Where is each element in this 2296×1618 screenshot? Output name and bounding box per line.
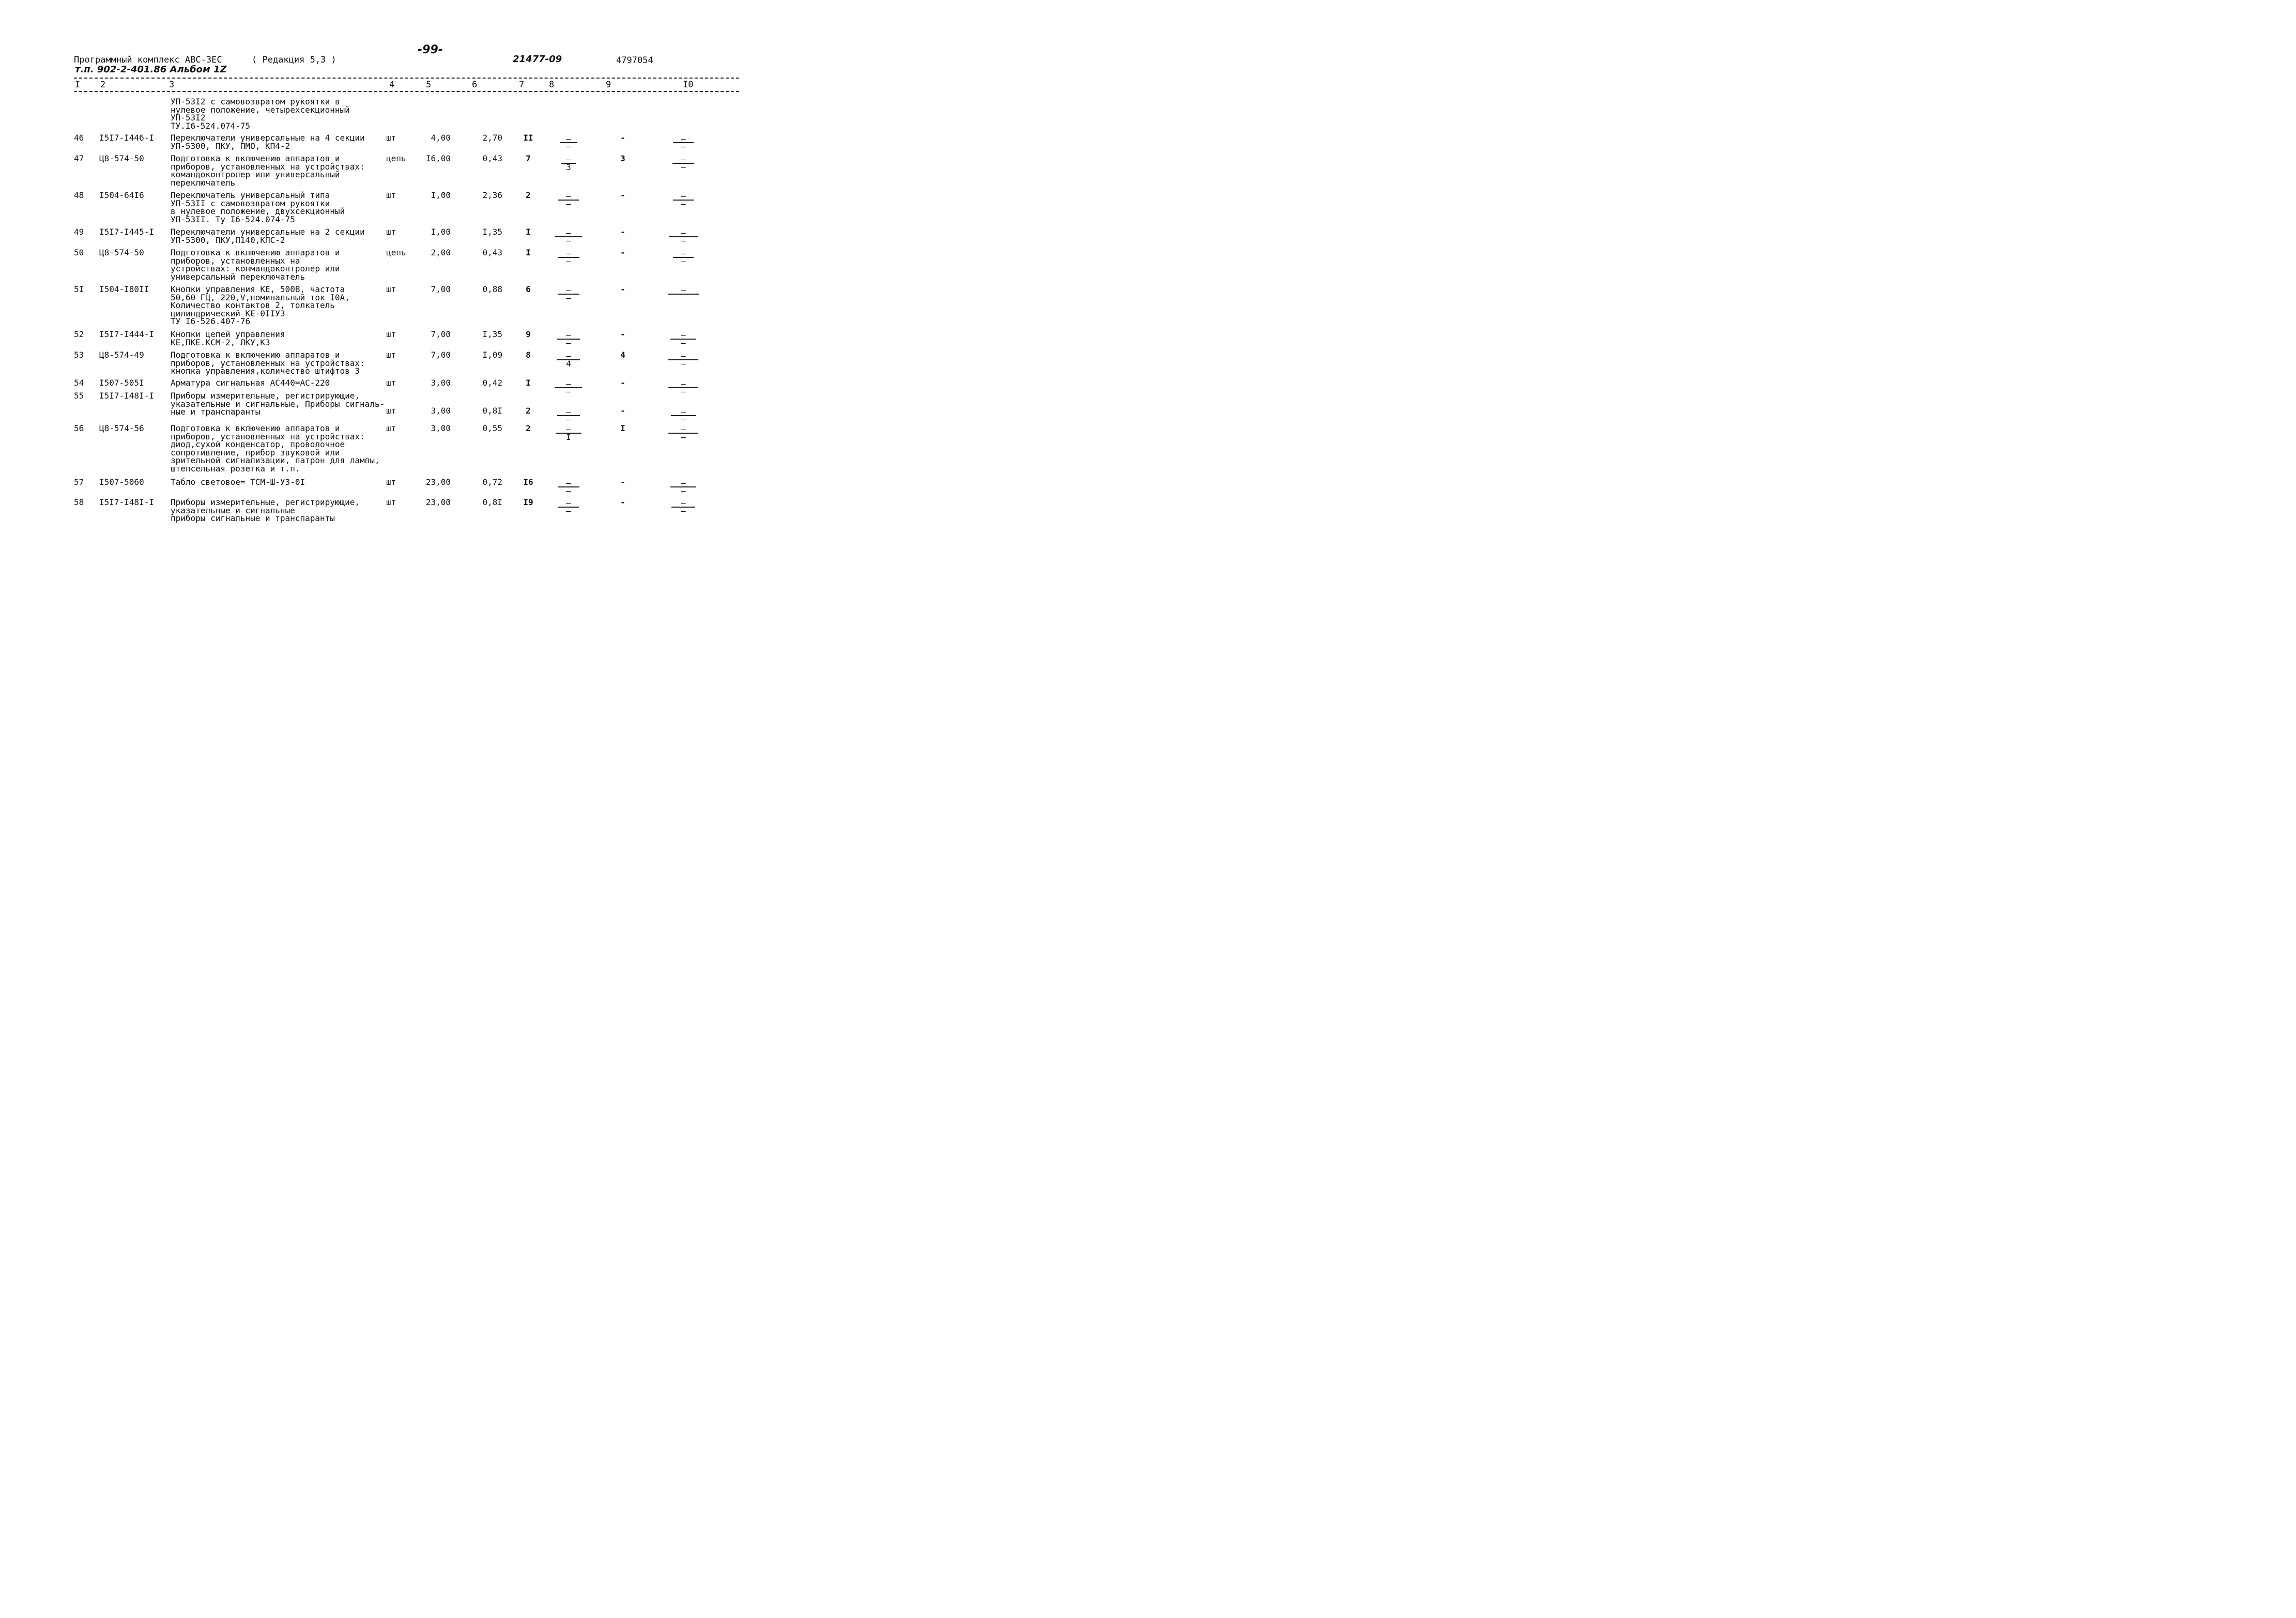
column-8-fraction bbox=[553, 381, 584, 399]
column-9-value: - bbox=[620, 248, 625, 257]
column-8-fraction bbox=[553, 157, 584, 174]
fraction-denominator: I bbox=[566, 432, 571, 442]
column-10-fraction bbox=[667, 381, 700, 399]
row-number: 49 bbox=[74, 227, 84, 237]
fraction-denominator: 3 bbox=[566, 162, 571, 172]
fraction-numerator: – bbox=[566, 155, 571, 164]
norm-value: 2,70 bbox=[482, 133, 502, 143]
fraction-numerator: – bbox=[566, 498, 571, 508]
fraction-numerator: – bbox=[566, 424, 571, 434]
quantity: 23,00 bbox=[425, 497, 451, 507]
fraction-numerator: – bbox=[566, 351, 571, 361]
unit: шт bbox=[386, 133, 396, 143]
total-value: 2 bbox=[526, 406, 531, 416]
item-description: Табло световое= ТСМ-Ш-У3-0I bbox=[171, 477, 305, 487]
item-description: Подготовка к включению аппаратов и приборов, установленных на устройствах: командоконтролер или универсальный переключатель bbox=[171, 154, 365, 188]
fraction-numerator: – bbox=[566, 379, 571, 389]
norm-value: I,35 bbox=[482, 329, 502, 339]
column-number-4: 4 bbox=[389, 80, 395, 90]
column-8-fraction bbox=[553, 287, 584, 305]
column-8-fraction bbox=[553, 332, 584, 350]
total-value: 6 bbox=[526, 284, 531, 294]
row-number: 46 bbox=[74, 133, 84, 143]
total-value: 9 bbox=[526, 329, 531, 339]
fraction-denominator: – bbox=[681, 359, 686, 369]
column-8-fraction bbox=[553, 193, 584, 211]
norm-value: I,35 bbox=[482, 227, 502, 237]
fraction-numerator: – bbox=[566, 285, 571, 295]
column-8-fraction bbox=[553, 353, 584, 371]
fraction-denominator: – bbox=[566, 142, 571, 151]
resource-code: I5I7-I445-I bbox=[99, 227, 154, 237]
quantity: 4,00 bbox=[431, 133, 451, 143]
row-number: 56 bbox=[74, 423, 84, 433]
fraction-denominator: – bbox=[566, 486, 571, 496]
column-9-value: - bbox=[620, 477, 625, 487]
unit: цепь bbox=[386, 154, 406, 163]
quantity: I,00 bbox=[431, 227, 451, 237]
item-description: Приборы измерительные, регистрирующие, указательные и сигнальные, Приборы сигналь- ные и транспаранты bbox=[171, 391, 385, 417]
column-number-1: I bbox=[75, 80, 81, 90]
fraction-denominator: – bbox=[566, 415, 571, 424]
unit: шт bbox=[386, 190, 396, 200]
column-8-fraction bbox=[553, 426, 584, 444]
column-9-value: - bbox=[620, 190, 625, 200]
fraction-denominator: – bbox=[681, 256, 686, 266]
column-8-fraction bbox=[553, 136, 584, 154]
resource-code: Ц8-574-49 bbox=[99, 350, 144, 360]
header-rule-top bbox=[74, 78, 739, 79]
row-number: 57 bbox=[74, 477, 84, 487]
column-10-fraction bbox=[667, 426, 700, 444]
item-description: Переключатель универсальный типа УП-53II с самовозвратом рукоятки в нулевое положение, двухсекционный УП-53II. Ту I6-524.074-75 bbox=[171, 190, 345, 224]
row-number: 47 bbox=[74, 154, 84, 163]
resource-code: I5I7-I48I-I bbox=[99, 497, 154, 507]
program-title: Программный комплекс АВС-3ЕС bbox=[74, 55, 222, 65]
resource-code: I504-I80II bbox=[99, 284, 149, 294]
fraction-numerator: – bbox=[681, 424, 686, 434]
item-description: Приборы измерительные, регистрирующие, указательные и сигнальные приборы сигнальные и транспаранты bbox=[171, 497, 360, 524]
norm-value: 0,88 bbox=[482, 284, 502, 294]
unit: шт bbox=[386, 477, 396, 487]
row-number: 48 bbox=[74, 190, 84, 200]
resource-code: Ц8-574-50 bbox=[99, 248, 144, 257]
norm-value: 0,8I bbox=[482, 406, 502, 416]
column-10-fraction bbox=[667, 353, 700, 371]
total-value: I6 bbox=[523, 477, 533, 487]
column-9-value: 4 bbox=[620, 350, 625, 360]
norm-value: 0,8I bbox=[482, 497, 502, 507]
fraction-numerator: – bbox=[681, 155, 686, 164]
column-8-fraction bbox=[553, 500, 584, 518]
unit: шт bbox=[386, 284, 396, 294]
doc-code: 21477-09 bbox=[513, 54, 562, 65]
fraction-numerator: – bbox=[681, 285, 686, 295]
column-number-3: 3 bbox=[169, 80, 175, 90]
fraction-denominator: – bbox=[566, 293, 571, 303]
quantity: 23,00 bbox=[425, 477, 451, 487]
fraction-numerator: – bbox=[566, 249, 571, 258]
resource-code: I5I7-I444-I bbox=[99, 329, 154, 339]
fraction-numerator: – bbox=[681, 379, 686, 389]
unit: шт bbox=[386, 329, 396, 339]
quantity: 2,00 bbox=[431, 248, 451, 257]
unit: шт bbox=[386, 406, 396, 416]
fraction-numerator: – bbox=[566, 228, 571, 238]
column-10-fraction bbox=[667, 251, 700, 268]
fraction-denominator: – bbox=[681, 486, 686, 496]
column-number-6: 6 bbox=[472, 80, 478, 90]
norm-value: 0,43 bbox=[482, 248, 502, 257]
row-number: 5I bbox=[74, 284, 84, 294]
column-10-fraction bbox=[667, 136, 700, 154]
total-value: 2 bbox=[526, 190, 531, 200]
quantity: 3,00 bbox=[431, 423, 451, 433]
fraction-denominator: – bbox=[681, 338, 686, 348]
row-number: 50 bbox=[74, 248, 84, 257]
fraction-denominator: – bbox=[566, 236, 571, 246]
column-8-fraction bbox=[553, 409, 584, 426]
item-description: Кнопки цепей управления КЕ,ПКЕ.КСМ-2, ЛКУ,К3 bbox=[171, 329, 285, 347]
column-number-9: 9 bbox=[606, 80, 611, 90]
total-value: I bbox=[526, 378, 531, 388]
continuation-description: УП-53I2 с самовозвратом рукоятки в нулевое положение, четырехсекционный УП-53I2 ТУ.I6-524.074-75 bbox=[171, 97, 350, 131]
norm-value: 0,55 bbox=[482, 423, 502, 433]
fraction-numerator: – bbox=[681, 407, 686, 417]
column-9-value: - bbox=[620, 329, 625, 339]
resource-code: I507-505I bbox=[99, 378, 144, 388]
column-9-value: - bbox=[620, 133, 625, 143]
doc-number: 4797054 bbox=[616, 55, 653, 66]
item-description: Переключатели универсальные на 2 секции УП-5300, ПКУ,П140,КПС-2 bbox=[171, 227, 365, 245]
column-number-5: 5 bbox=[426, 80, 432, 90]
row-number: 58 bbox=[74, 497, 84, 507]
fraction-denominator: 4 bbox=[566, 359, 571, 369]
column-8-fraction bbox=[553, 251, 584, 268]
resource-code: Ц8-574-56 bbox=[99, 423, 144, 433]
norm-value: 2,36 bbox=[482, 190, 502, 200]
fraction-denominator: – bbox=[681, 415, 686, 424]
fraction-numerator: – bbox=[681, 498, 686, 508]
page-number: -99- bbox=[418, 43, 443, 56]
quantity: I,00 bbox=[431, 190, 451, 200]
fraction-numerator: – bbox=[566, 407, 571, 417]
column-10-fraction bbox=[667, 157, 700, 174]
item-description: Переключатели универсальные на 4 секции УП-5300, ПКУ, ПМО, КП4-2 bbox=[171, 133, 365, 151]
unit: шт bbox=[386, 423, 396, 433]
edition-label: ( Редакция 5,3 ) bbox=[252, 55, 336, 65]
norm-value: I,09 bbox=[482, 350, 502, 360]
column-10-fraction bbox=[667, 332, 700, 350]
quantity: 7,00 bbox=[431, 350, 451, 360]
resource-code: Ц8-574-50 bbox=[99, 154, 144, 163]
unit: шт bbox=[386, 227, 396, 237]
row-number: 54 bbox=[74, 378, 84, 388]
norm-value: 0,43 bbox=[482, 154, 502, 163]
column-number-2: 2 bbox=[100, 80, 106, 90]
fraction-denominator: – bbox=[566, 338, 571, 348]
fraction-numerator: – bbox=[566, 330, 571, 340]
fraction-denominator: – bbox=[681, 162, 686, 172]
column-8-fraction bbox=[553, 480, 584, 498]
norm-value: 0,72 bbox=[482, 477, 502, 487]
album-reference: т.п. 902-2-401.86 Альбом 1Z bbox=[75, 64, 227, 75]
column-10-fraction bbox=[667, 480, 700, 498]
column-number-8: 8 bbox=[549, 80, 555, 90]
quantity: 7,00 bbox=[431, 284, 451, 294]
fraction-denominator: – bbox=[681, 236, 686, 246]
column-9-value: - bbox=[620, 406, 625, 416]
quantity: 3,00 bbox=[431, 378, 451, 388]
column-number-10: I0 bbox=[683, 80, 694, 90]
fraction-numerator: – bbox=[681, 191, 686, 201]
norm-value: 0,42 bbox=[482, 378, 502, 388]
column-10-fraction bbox=[667, 193, 700, 211]
row-number: 53 bbox=[74, 350, 84, 360]
fraction-denominator: – bbox=[681, 387, 686, 396]
total-value: 2 bbox=[526, 423, 531, 433]
column-10-fraction bbox=[667, 409, 700, 426]
fraction-numerator: – bbox=[681, 249, 686, 258]
fraction-numerator: – bbox=[566, 478, 571, 488]
fraction-denominator: – bbox=[681, 142, 686, 151]
column-8-fraction bbox=[553, 230, 584, 248]
total-value: 7 bbox=[526, 154, 531, 163]
total-value: 8 bbox=[526, 350, 531, 360]
column-9-value: - bbox=[620, 227, 625, 237]
unit: шт bbox=[386, 350, 396, 360]
resource-code: I504-64I6 bbox=[99, 190, 144, 200]
item-description: Подготовка к включению аппаратов и приборов, установленных на устройствах: кнопка управления,количество штифтов 3 bbox=[171, 350, 365, 376]
column-9-value: - bbox=[620, 284, 625, 294]
total-value: I bbox=[526, 227, 531, 237]
resource-code: I507-5060 bbox=[99, 477, 144, 487]
column-9-value: I bbox=[620, 423, 625, 433]
fraction-numerator: – bbox=[681, 228, 686, 238]
unit: шт bbox=[386, 378, 396, 388]
column-9-value: - bbox=[620, 497, 625, 507]
total-value: I9 bbox=[523, 497, 533, 507]
column-9-value: 3 bbox=[620, 154, 625, 163]
header-rule-bottom bbox=[74, 91, 739, 92]
fraction-numerator: – bbox=[566, 191, 571, 201]
item-description: Подготовка к включению аппаратов и приборов, установленных на устройствах: диод,сухой конденсатор, проволочное сопротивление, прибор звуковой или зрительной сигнализации, патрон для лампы, штепсельная розетка и т.п. bbox=[171, 423, 380, 474]
column-10-fraction bbox=[667, 230, 700, 248]
fraction-numerator: – bbox=[681, 478, 686, 488]
column-number-7: 7 bbox=[519, 80, 525, 90]
quantity: I6,00 bbox=[425, 154, 451, 163]
fraction-denominator: – bbox=[681, 506, 686, 516]
unit: шт bbox=[386, 497, 396, 507]
fraction-denominator: – bbox=[566, 387, 571, 396]
fraction-denominator: – bbox=[566, 199, 571, 209]
item-description: Подготовка к включению аппаратов и приборов, установленных на устройствах: конмандоконтролер или универсальный переключатель bbox=[171, 248, 340, 282]
column-10-fraction bbox=[667, 287, 700, 305]
item-description: Арматура сигнальная АС440=АС-220 bbox=[171, 378, 330, 388]
row-number: 52 bbox=[74, 329, 84, 339]
total-value: II bbox=[523, 133, 533, 143]
column-10-fraction bbox=[667, 500, 700, 518]
fraction-denominator: – bbox=[681, 432, 686, 442]
fraction-denominator: – bbox=[681, 199, 686, 209]
item-description: Кнопки управления КЕ, 500В, частота 50,60 ГЦ, 220,V,номинальный ток I0А, Количество контактов 2, толкатель цилиндрический КЕ-0IIУ3 ТУ I6-526.407-76 bbox=[171, 284, 350, 327]
fraction-numerator: – bbox=[681, 134, 686, 144]
column-9-value: - bbox=[620, 378, 625, 388]
fraction-denominator: – bbox=[566, 256, 571, 266]
fraction-denominator bbox=[667, 295, 700, 302]
fraction-numerator: – bbox=[566, 134, 571, 144]
unit: цепь bbox=[386, 248, 406, 257]
resource-code: I5I7-I48I-I bbox=[99, 391, 154, 401]
fraction-numerator: – bbox=[681, 330, 686, 340]
quantity: 7,00 bbox=[431, 329, 451, 339]
fraction-numerator: – bbox=[681, 351, 686, 361]
quantity: 3,00 bbox=[431, 406, 451, 416]
fraction-denominator: – bbox=[566, 506, 571, 516]
row-number: 55 bbox=[74, 391, 84, 401]
total-value: I bbox=[526, 248, 531, 257]
resource-code: I5I7-I446-I bbox=[99, 133, 154, 143]
